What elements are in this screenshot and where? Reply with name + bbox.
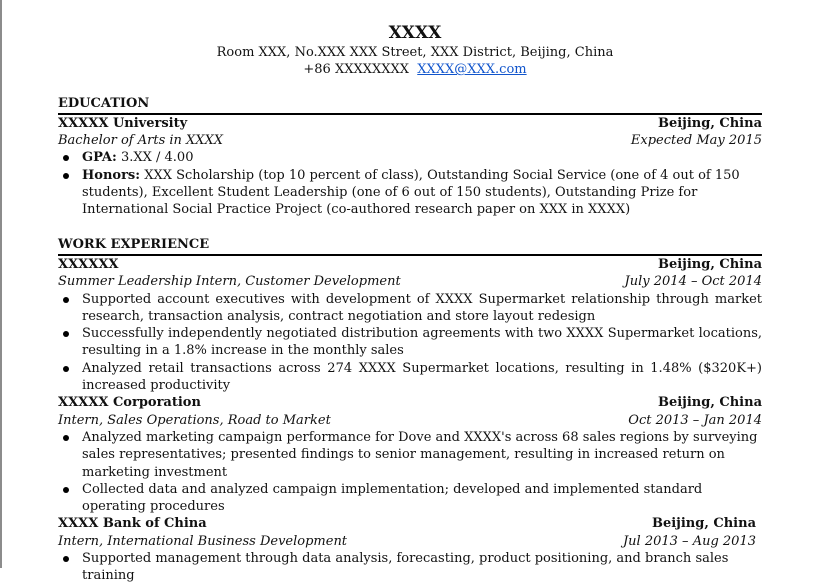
job-bullet-list [58, 291, 762, 395]
job-role: Intern, Sales Operations, Road to Market [58, 412, 331, 428]
job-role-row [58, 412, 762, 429]
company-name: XXXXXX [58, 256, 119, 272]
job-date: Jul 2013 – Aug 2013 [622, 533, 756, 549]
page-edge [0, 0, 2, 568]
graduation-date: Expected May 2015 [630, 133, 762, 149]
job-bullet-list [58, 429, 762, 515]
school-name: XXXXX University [58, 115, 188, 131]
job-company-row [58, 515, 756, 532]
job-location: Beijing, China [657, 256, 762, 272]
company-name: XXXX Bank of China [58, 516, 207, 532]
list-item: Supported management through data analysis, forecasting, product positioning, and branch sales training [82, 550, 756, 585]
education-entry [58, 115, 762, 219]
honors-label: Honors: [82, 167, 141, 183]
phone-number: +86 XXXXXXXX [303, 62, 409, 78]
job-role: Intern, International Business Development [58, 533, 348, 549]
list-item: Supported account executives with development of XXXX Supermarket relationship through market research, transaction analysis, contract negotiation and store layout redesign [82, 291, 762, 324]
job-company-row [58, 394, 762, 411]
education-school-row [58, 115, 762, 132]
address-line: Room XXX, No.XXX XXX Street, XXX District, Beijing, China [216, 45, 614, 60]
job-location: Beijing, China [657, 395, 762, 411]
job-bullet-list [58, 550, 756, 585]
job-company-row [58, 256, 762, 273]
list-item: Analyzed marketing campaign performance for Dove and XXXX's across 68 sales regions by surveying sales representatives; presented findings to senior management, resulting in increased return on marketing investment [82, 429, 762, 481]
email-link[interactable]: XXXX@XXX.com [417, 62, 527, 78]
company-name: XXXXX Corporation [58, 395, 201, 411]
job-date: Oct 2013 – Jan 2014 [628, 412, 762, 428]
job-entry [58, 394, 762, 515]
job-entry [58, 256, 762, 394]
job-role-row [58, 273, 762, 290]
resume-header [68, 22, 762, 79]
list-item [82, 149, 762, 166]
school-location: Beijing, China [657, 115, 762, 131]
list-item: Collected data and analyzed campaign implementation; developed and implemented standard operating procedures [82, 481, 762, 516]
job-location: Beijing, China [651, 516, 756, 532]
candidate-name: XXXX [388, 23, 442, 43]
list-item [82, 167, 762, 219]
education-degree-row [58, 132, 762, 149]
education-details-list [58, 149, 762, 218]
gpa-label: GPA: [82, 150, 117, 166]
job-role-row [58, 533, 756, 550]
work-section-title: WORK EXPERIENCE [58, 236, 762, 256]
job-role: Summer Leadership Intern, Customer Development [58, 274, 401, 290]
education-section-title: EDUCATION [58, 95, 762, 115]
resume-document [58, 22, 762, 585]
gpa-value: 3.XX / 4.00 [120, 150, 194, 166]
degree-name: Bachelor of Arts in XXXX [58, 133, 224, 149]
list-item: Successfully independently negotiated distribution agreements with two XXXX Supermarket locations, resulting in a 1.8% increase in the monthly sales [82, 326, 762, 359]
honors-value: XXX Scholarship (top 10 percent of class), Outstanding Social Service (one of 4 out of 150 students), Excellent Student Leadership (one of 6 out of 150 students), Outstanding Prize for International Social Practice Project (co-authored research paper on XXX in XXXX) [82, 167, 740, 218]
job-entry [58, 515, 756, 584]
list-item: Analyzed retail transactions across 274 XXXX Supermarket locations, resulting in 1.48% ($320K+) increased productivity [82, 360, 762, 394]
contact-line [68, 61, 762, 78]
job-date: July 2014 – Oct 2014 [624, 274, 762, 290]
